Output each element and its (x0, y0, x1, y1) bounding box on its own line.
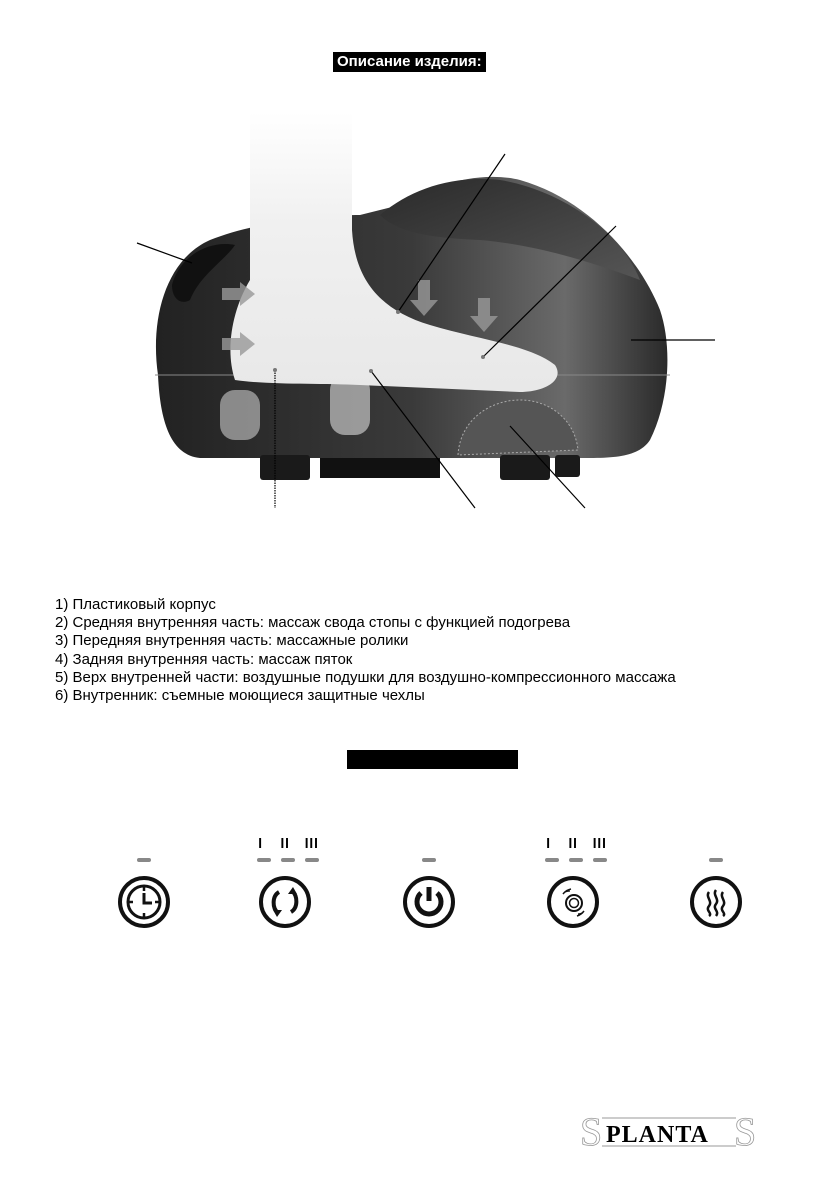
level-3-label: III (304, 835, 319, 852)
intensity-control (513, 830, 633, 940)
parts-list (55, 596, 676, 705)
list-item: 5) Верх внутренней части: воздушные подушки для воздушно-компрессионного массажа (55, 668, 676, 686)
intensity-levels (513, 836, 633, 852)
svg-text:S: S (580, 1112, 603, 1152)
intensity-led-3 (593, 858, 607, 862)
brand-logo-icon (578, 1112, 758, 1152)
list-item: 3) Передняя внутренняя часть: массажные ролики (55, 632, 409, 650)
mode-led-3 (305, 858, 319, 862)
list-item: 6) Внутренник: съемные моющиеся защитные чехлы (55, 687, 425, 705)
mode-led-1 (257, 858, 271, 862)
power-icon (407, 880, 451, 924)
page-title: Описание изделия: (333, 52, 486, 72)
power-button[interactable] (403, 876, 455, 928)
mode-led-2 (281, 858, 295, 862)
control-panel (0, 830, 839, 940)
timer-control (84, 830, 204, 940)
heat-control (656, 830, 776, 940)
mode-control (225, 830, 345, 940)
level-2-label: II (568, 835, 578, 852)
heat-led (709, 858, 723, 862)
level-1-label: I (546, 835, 551, 852)
svg-text:S: S (734, 1112, 757, 1152)
rotate-arrows-icon (263, 880, 307, 924)
planta-logo (578, 1112, 758, 1152)
power-led (422, 858, 436, 862)
mode-button[interactable] (259, 876, 311, 928)
list-item: 2) Средняя внутренняя часть: массаж свода стопы с функцией подогрева (55, 614, 571, 632)
foot-massager-illustration (0, 90, 839, 520)
level-3-label: III (592, 835, 607, 852)
level-2-label: II (280, 835, 290, 852)
intensity-led-2 (569, 858, 583, 862)
heat-button[interactable] (690, 876, 742, 928)
roller-icon (551, 880, 595, 924)
svg-text:PLANTA: PLANTA (606, 1122, 709, 1148)
list-item: 4) Задняя внутренняя часть: массаж пяток (55, 650, 353, 668)
list-item: 1) Пластиковый корпус (55, 596, 216, 613)
heat-waves-icon (694, 880, 738, 924)
timer-led (137, 858, 151, 862)
section-title-bar (347, 750, 518, 769)
mode-levels (225, 836, 345, 852)
product-figure (0, 90, 839, 520)
intensity-led-1 (545, 858, 559, 862)
intensity-button[interactable] (547, 876, 599, 928)
clock-icon (122, 880, 166, 924)
power-control (369, 830, 489, 940)
level-1-label: I (258, 835, 263, 852)
timer-button[interactable] (118, 876, 170, 928)
